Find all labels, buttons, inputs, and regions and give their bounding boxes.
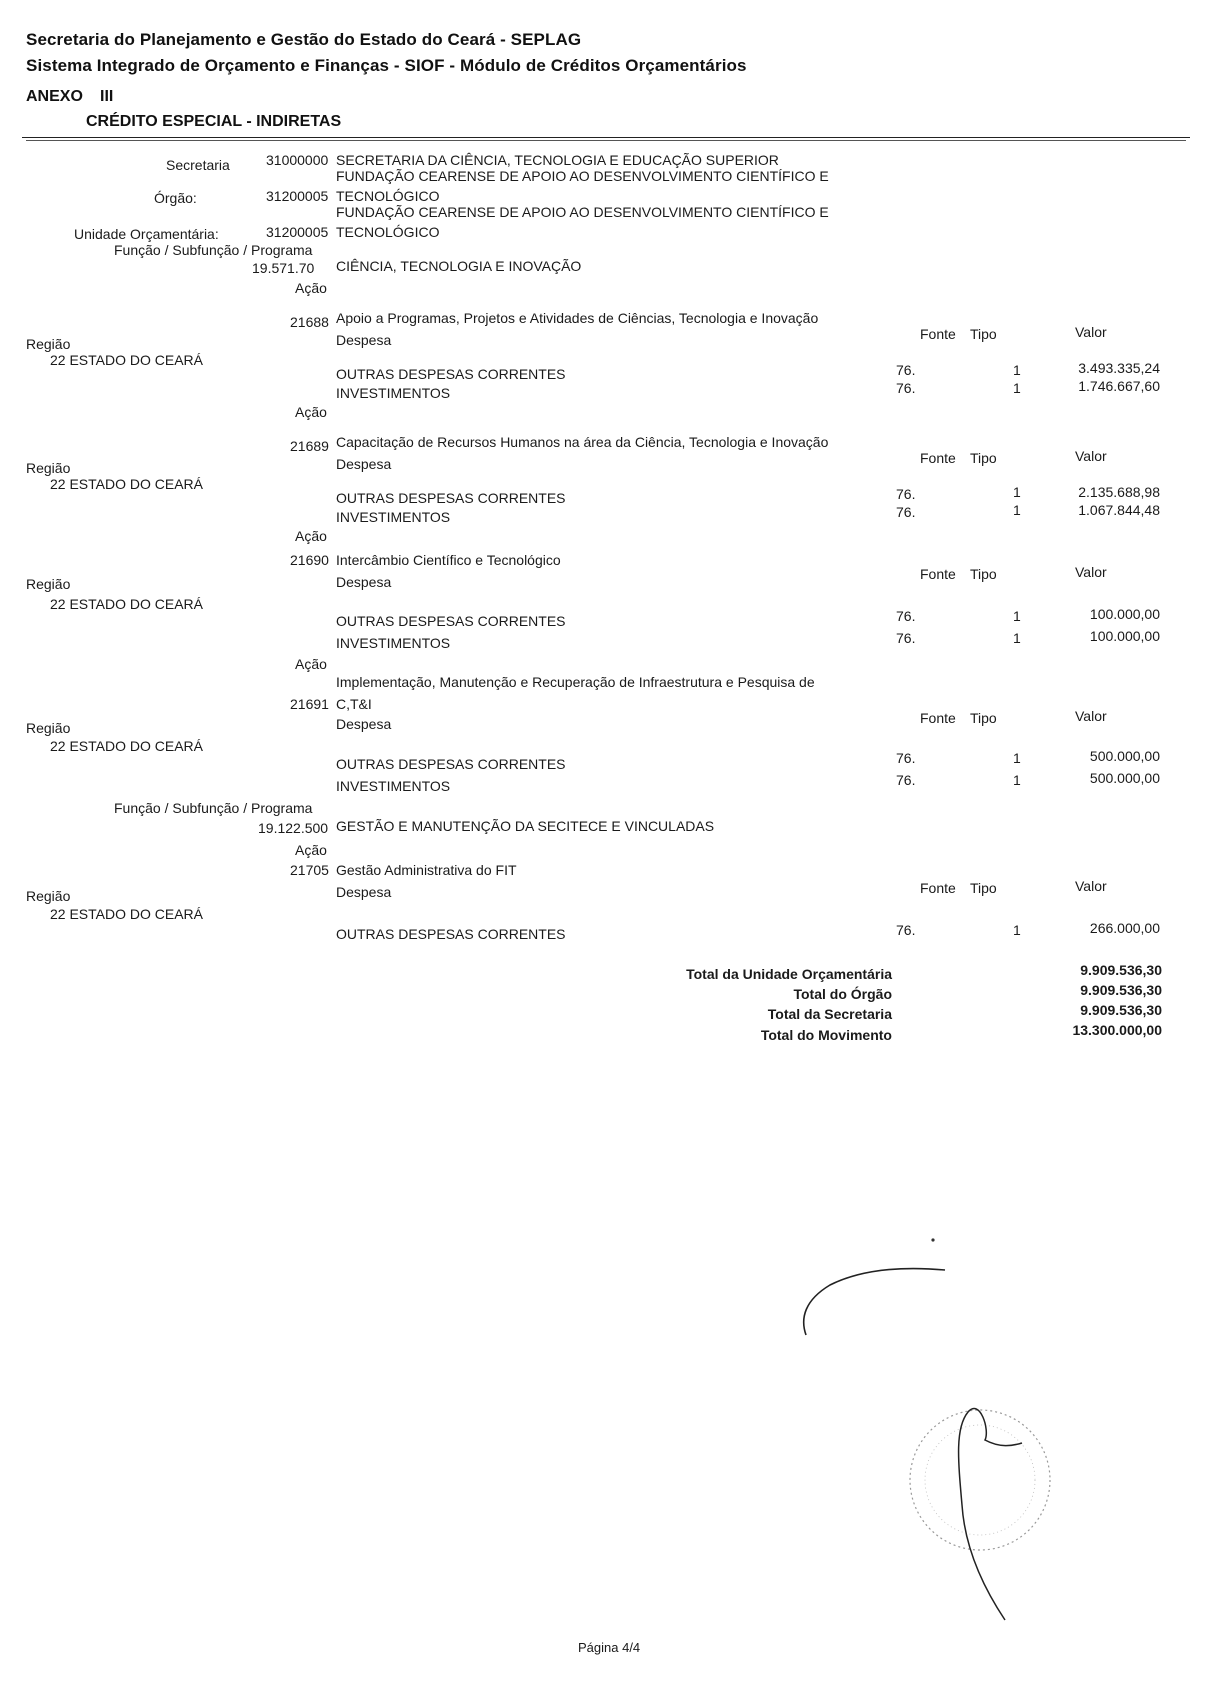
table-row-fonte: 76. [896, 608, 916, 624]
total-value: 9.909.536,30 [1080, 982, 1162, 998]
table-row-despesa: OUTRAS DESPESAS CORRENTES [336, 366, 566, 382]
acao-label: Ação [295, 404, 327, 420]
regiao-label: Região [26, 460, 71, 476]
fonte-header: Fonte [920, 450, 956, 466]
official-stamp [910, 1410, 1050, 1550]
fonte-header: Fonte [920, 710, 956, 726]
regiao-value: 22 ESTADO DO CEARÁ [50, 738, 204, 754]
valor-header: Valor [1075, 448, 1107, 464]
valor-header: Valor [1075, 564, 1107, 580]
total-value: 9.909.536,30 [1080, 962, 1162, 978]
table-row-despesa: INVESTIMENTOS [336, 385, 451, 401]
table-row-fonte: 76. [896, 630, 916, 646]
table-row-valor: 500.000,00 [1089, 748, 1160, 764]
table-row-despesa: OUTRAS DESPESAS CORRENTES [336, 490, 566, 506]
unidade-name-line1: FUNDAÇÃO CEARENSE DE APOIO AO DESENVOLVIMENTO CIENTÍFICO E [336, 204, 829, 220]
action-name: Capacitação de Recursos Humanos na área da Ciência, Tecnologia e Inovação [336, 434, 829, 450]
regiao-label: Região [26, 888, 71, 904]
acao-label: Ação [295, 842, 327, 858]
despesa-label: Despesa [336, 332, 392, 348]
table-row-valor: 3.493.335,24 [1078, 360, 1160, 376]
anexo-label: ANEXO [26, 88, 83, 105]
table-row-valor: 500.000,00 [1089, 770, 1160, 786]
table-row-despesa: OUTRAS DESPESAS CORRENTES [336, 756, 566, 772]
total-label: Total da Secretaria [767, 1006, 892, 1022]
total-label: Total do Movimento [760, 1027, 892, 1043]
table-row-despesa: OUTRAS DESPESAS CORRENTES [336, 613, 566, 629]
table-row-despesa: INVESTIMENTOS [336, 635, 451, 651]
total-label: Total da Unidade Orçamentária [686, 966, 892, 982]
tipo-header: Tipo [970, 450, 997, 466]
unidade-code: 31200005 [266, 224, 329, 240]
regiao-value: 22 ESTADO DO CEARÁ [50, 352, 204, 368]
fonte-header: Fonte [920, 326, 956, 342]
table-row-despesa: INVESTIMENTOS [336, 778, 451, 794]
action-name: Gestão Administrativa do FIT [336, 862, 517, 878]
page-number: Página 4/4 [578, 1640, 641, 1655]
regiao-value: 22 ESTADO DO CEARÁ [50, 476, 204, 492]
action-code: 21690 [290, 552, 329, 568]
fonte-header: Fonte [920, 566, 956, 582]
action-name-line2: C,T&I [336, 696, 372, 712]
fonte-header: Fonte [920, 880, 956, 896]
table-row-valor: 100.000,00 [1089, 606, 1160, 622]
signature-stroke-2 [959, 1409, 1022, 1620]
total-label: Total do Órgão [793, 986, 892, 1002]
despesa-label: Despesa [336, 884, 392, 900]
regiao-label: Região [26, 576, 71, 592]
regiao-label: Região [26, 336, 71, 352]
table-row-fonte: 76. [896, 504, 916, 520]
program2-code: 19.122.500 [258, 820, 329, 836]
orgao-label: Órgão: [154, 190, 197, 206]
anexo-value: III [100, 88, 114, 105]
table-row-fonte: 76. [896, 772, 916, 788]
unidade-name-line2: TECNOLÓGICO [336, 224, 440, 240]
table-row-fonte: 76. [896, 362, 916, 378]
regiao-label: Região [26, 720, 71, 736]
table-row-tipo: 1 [1013, 362, 1021, 378]
action-name: Apoio a Programas, Projetos e Atividades de Ciências, Tecnologia e Inovação [336, 310, 819, 326]
valor-header: Valor [1075, 708, 1107, 724]
action-code: 21691 [290, 696, 329, 712]
table-row-tipo: 1 [1013, 608, 1021, 624]
acao-label: Ação [295, 656, 327, 672]
signature-stroke-1 [804, 1269, 945, 1335]
program1-name: CIÊNCIA, TECNOLOGIA E INOVAÇÃO [336, 258, 582, 274]
unidade-label: Unidade Orçamentária: [74, 226, 219, 242]
program2-name: GESTÃO E MANUTENÇÃO DA SECITECE E VINCULADAS [336, 818, 715, 834]
secretaria-label: Secretaria [166, 157, 230, 173]
table-row-valor: 1.067.844,48 [1078, 502, 1160, 518]
valor-header: Valor [1075, 324, 1107, 340]
table-row-tipo: 1 [1013, 772, 1021, 788]
action-name: Intercâmbio Científico e Tecnológico [336, 552, 561, 568]
orgao-name-line2: TECNOLÓGICO [336, 188, 440, 204]
table-row-valor: 1.746.667,60 [1078, 378, 1160, 394]
table-row-tipo: 1 [1013, 380, 1021, 396]
action-code: 21689 [290, 438, 329, 454]
table-row-fonte: 76. [896, 750, 916, 766]
orgao-name-line1: FUNDAÇÃO CEARENSE DE APOIO AO DESENVOLVIMENTO CIENTÍFICO E [336, 168, 829, 184]
table-row-valor: 2.135.688,98 [1078, 484, 1160, 500]
total-value: 9.909.536,30 [1080, 1002, 1162, 1018]
table-row-fonte: 76. [896, 486, 916, 502]
despesa-label: Despesa [336, 456, 392, 472]
action-name-line1: Implementação, Manutenção e Recuperação de Infraestrutura e Pesquisa de [336, 674, 815, 690]
tipo-header: Tipo [970, 880, 997, 896]
table-row-fonte: 76. [896, 380, 916, 396]
acao-label: Ação [295, 280, 327, 296]
table-row-valor: 100.000,00 [1089, 628, 1160, 644]
action-code: 21705 [290, 862, 329, 878]
funcao-label: Função / Subfunção / Programa [114, 242, 313, 258]
table-row-tipo: 1 [1013, 922, 1021, 938]
table-row-tipo: 1 [1013, 502, 1021, 518]
tipo-header: Tipo [970, 326, 997, 342]
regiao-value: 22 ESTADO DO CEARÁ [50, 596, 204, 612]
table-row-tipo: 1 [1013, 750, 1021, 766]
tipo-header: Tipo [970, 566, 997, 582]
regiao-value: 22 ESTADO DO CEARÁ [50, 906, 204, 922]
orgao-code: 31200005 [266, 188, 329, 204]
secretaria-code: 31000000 [266, 152, 329, 168]
table-row-despesa: OUTRAS DESPESAS CORRENTES [336, 926, 566, 942]
total-value: 13.300.000,00 [1072, 1022, 1162, 1038]
signature-dot [931, 1238, 934, 1241]
acao-label: Ação [295, 528, 327, 544]
table-row-fonte: 76. [896, 922, 916, 938]
official-stamp-inner [925, 1425, 1035, 1535]
header-org-title: Secretaria do Planejamento e Gestão do Estado do Ceará - SEPLAG [26, 30, 582, 49]
action-code: 21688 [290, 314, 329, 330]
program1-code: 19.571.70 [252, 260, 315, 276]
table-row-valor: 266.000,00 [1089, 920, 1160, 936]
despesa-label: Despesa [336, 574, 392, 590]
section-title: CRÉDITO ESPECIAL - INDIRETAS [86, 113, 342, 130]
secretaria-name: SECRETARIA DA CIÊNCIA, TECNOLOGIA E EDUCAÇÃO SUPERIOR [336, 152, 779, 168]
header-system-title: Sistema Integrado de Orçamento e Finanças - SIOF - Módulo de Créditos Orçamentários [26, 56, 747, 75]
tipo-header: Tipo [970, 710, 997, 726]
table-row-despesa: INVESTIMENTOS [336, 509, 451, 525]
table-row-tipo: 1 [1013, 630, 1021, 646]
funcao-label: Função / Subfunção / Programa [114, 800, 313, 816]
despesa-label: Despesa [336, 716, 392, 732]
valor-header: Valor [1075, 878, 1107, 894]
table-row-tipo: 1 [1013, 484, 1021, 500]
